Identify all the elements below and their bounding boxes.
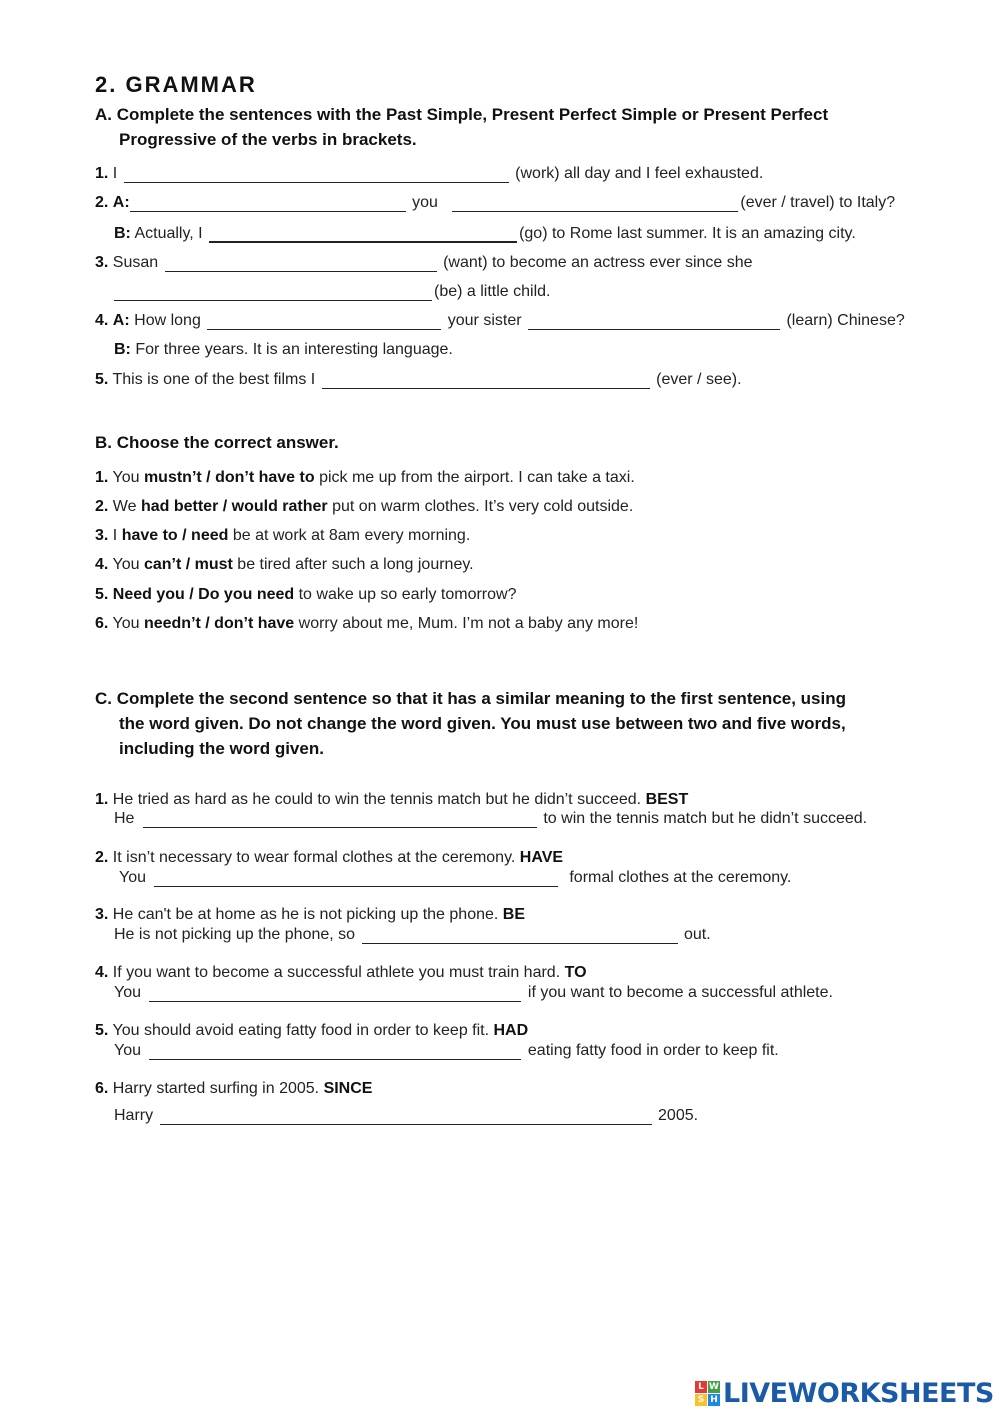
section-c-item-prompt: 3. He can't be at home as he is not picking up the phone. BE <box>95 906 526 923</box>
keyword: BEST <box>645 791 689 808</box>
answer-blank[interactable] <box>130 194 406 212</box>
answer-blank[interactable] <box>207 312 441 330</box>
section-b-instruction: B. Choose the correct answer. <box>95 433 339 452</box>
answer-blank[interactable] <box>143 810 537 828</box>
logo-letter: H <box>708 1394 720 1406</box>
keyword: HAD <box>493 1022 529 1039</box>
keyword: HAVE <box>519 849 564 866</box>
answer-blank[interactable] <box>165 254 437 272</box>
section-a-instruction-line-1: A. Complete the sentences with the Past Simple, Present Perfect Simple or Present Perfect <box>95 105 829 124</box>
keyword: SINCE <box>323 1080 373 1097</box>
liveworksheets-logo <box>695 1376 994 1410</box>
answer-blank[interactable] <box>528 312 780 330</box>
section-a-question-3: 3. Susan (want) to become an actress ever since she <box>95 254 753 271</box>
answer-choice[interactable]: had better / would rather <box>140 498 328 515</box>
section-c-item-answer: You eating fatty food in order to keep fit. <box>114 1042 779 1059</box>
question-number: 1. <box>95 165 109 182</box>
answer-blank[interactable] <box>452 194 738 212</box>
answer-choice[interactable]: can’t / must <box>143 556 233 573</box>
answer-blank[interactable] <box>160 1107 652 1125</box>
section-b-item: 4. You can’t / must be tired after such a long journey. <box>95 556 474 573</box>
page-title: 2. GRAMMAR <box>95 72 257 97</box>
section-b-item: 3. I have to / need be at work at 8am every morning. <box>95 527 471 544</box>
section-c-item-prompt: 4. If you want to become a successful athlete you must train hard. TO <box>95 964 587 981</box>
section-c-item-answer: You if you want to become a successful athlete. <box>114 984 833 1001</box>
section-b-item: 6. You needn’t / don’t have worry about me, Mum. I’m not a baby any more! <box>95 615 639 632</box>
answer-choice[interactable]: have to / need <box>121 527 229 544</box>
section-a-instruction-line-2: Progressive of the verbs in brackets. <box>119 130 417 149</box>
section-c-item-prompt: 6. Harry started surfing in 2005. SINCE <box>95 1080 373 1097</box>
logo-letter: W <box>709 1381 719 1392</box>
section-a-question-4b: B: For three years. It is an interesting language. <box>114 341 453 358</box>
section-a-question-3-cont: (be) a little child. <box>114 283 551 301</box>
section-a-question-2b: B: Actually, I (go) to Rome last summer. It is an amazing city. <box>114 225 856 242</box>
section-a-question-1: 1. I (work) all day and I feel exhausted. <box>95 165 764 182</box>
section-c-instruction-line-3: including the word given. <box>119 739 324 758</box>
section-a-question-2a: 2. A: you (ever / travel) to Italy? <box>95 194 896 211</box>
logo-letter: L <box>695 1381 707 1393</box>
answer-choice[interactable]: Need you / Do you need <box>112 586 295 603</box>
section-c-item-answer: Harry 2005. <box>114 1107 699 1124</box>
answer-choice[interactable]: needn’t / don’t have <box>143 615 295 632</box>
section-c-item-prompt: 2. It isn’t necessary to wear formal clothes at the ceremony. HAVE <box>95 849 564 866</box>
keyword: TO <box>564 964 587 981</box>
logo-text: LIVEWORKSHEETS <box>723 1377 994 1409</box>
section-c-instruction-line-2: the word given. Do not change the word given. You must use between two and five words, <box>119 714 846 733</box>
speaker-label: A: <box>112 194 130 211</box>
answer-blank[interactable] <box>124 165 509 183</box>
section-c-item-prompt: 1. He tried as hard as he could to win the tennis match but he didn’t succeed. BEST <box>95 791 689 808</box>
section-b-item: 1. You mustn’t / don’t have to pick me up from the airport. I can take a taxi. <box>95 469 635 486</box>
keyword: BE <box>502 906 526 923</box>
answer-blank[interactable] <box>154 869 558 887</box>
answer-blank[interactable] <box>322 371 650 389</box>
section-b-item: 5. Need you / Do you need to wake up so early tomorrow? <box>95 586 517 603</box>
answer-blank[interactable] <box>114 283 432 301</box>
section-a-question-5: 5. This is one of the best films I (ever / see). <box>95 371 742 388</box>
answer-blank[interactable] <box>209 224 517 243</box>
section-c-item-answer: He to win the tennis match but he didn’t succeed. <box>114 810 868 827</box>
answer-blank[interactable] <box>362 926 678 944</box>
section-c-instruction-line-1: C. Complete the second sentence so that it has a similar meaning to the first sentence, using <box>95 689 847 708</box>
answer-blank[interactable] <box>149 984 521 1002</box>
logo-mark-icon <box>695 1381 720 1406</box>
answer-blank[interactable] <box>149 1042 521 1060</box>
section-c-item-answer: He is not picking up the phone, so out. <box>114 926 711 943</box>
section-c-item-prompt: 5. You should avoid eating fatty food in order to keep fit. HAD <box>95 1022 529 1039</box>
section-c-item-answer: You formal clothes at the ceremony. <box>119 869 792 886</box>
answer-choice[interactable]: mustn’t / don’t have to <box>143 469 315 486</box>
section-b-item: 2. We had better / would rather put on warm clothes. It’s very cold outside. <box>95 498 634 515</box>
section-a-question-4a: 4. A: How long your sister (learn) Chinese? <box>95 312 905 329</box>
logo-letter: S <box>695 1394 707 1406</box>
